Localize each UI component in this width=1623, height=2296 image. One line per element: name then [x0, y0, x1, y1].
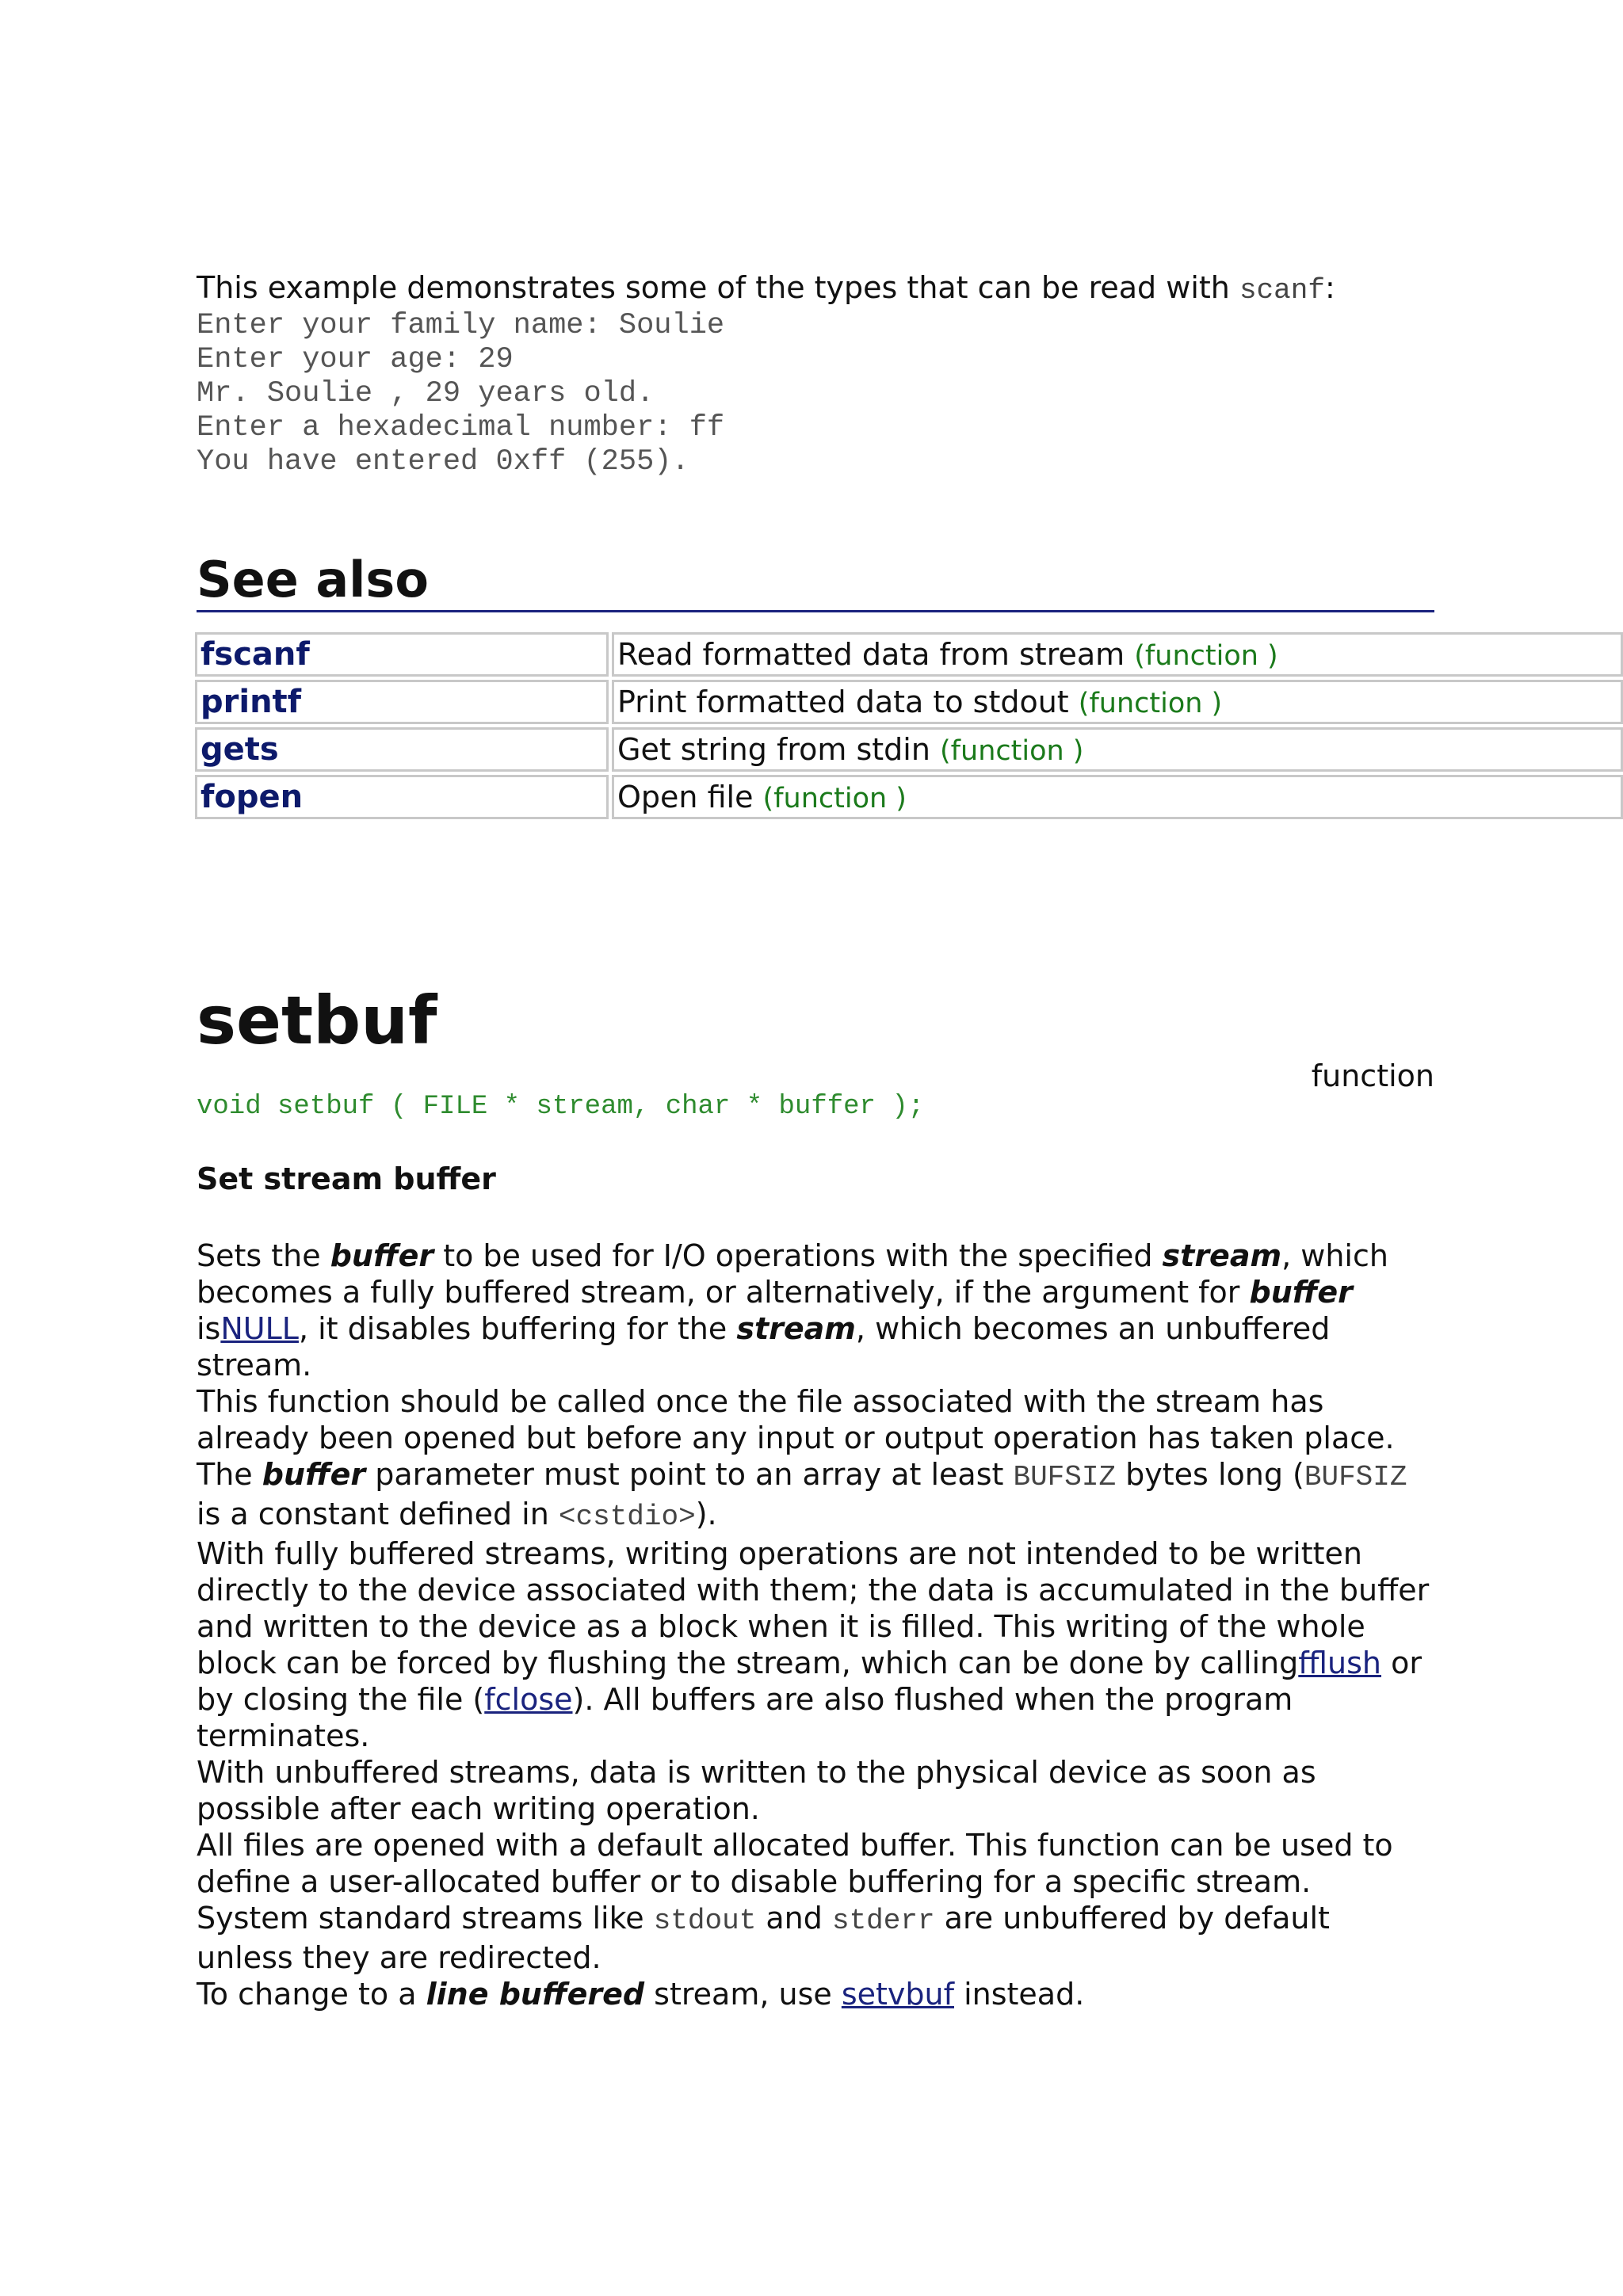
fflush-link[interactable]: fflush — [1298, 1646, 1381, 1680]
see-also-link-gets[interactable]: gets — [195, 727, 609, 772]
row-description: Get string from stdin — [617, 732, 930, 767]
setvbuf-link[interactable]: setvbuf — [841, 1977, 954, 2012]
emphasis: line buffered — [426, 1977, 645, 2012]
description-paragraph — [197, 1238, 1434, 1383]
param-buffer: buffer — [262, 1457, 366, 1492]
row-description: Print formatted data to stdout — [617, 685, 1069, 719]
row-kind: (function ) — [940, 735, 1084, 767]
text: is a constant defined in — [197, 1497, 559, 1531]
inline-code: stdout — [653, 1905, 757, 1937]
description-paragraph: This function should be called once the file associated with the stream has already been opened but before any input or output operation has taken place. — [197, 1384, 1395, 1455]
text: Sets the — [197, 1238, 330, 1273]
param-stream: stream — [1162, 1238, 1282, 1273]
intro-colon: : — [1324, 270, 1335, 305]
text: and — [756, 1901, 832, 1936]
table-row — [195, 632, 1623, 677]
table-row — [195, 775, 1623, 819]
null-link[interactable]: NULL — [220, 1311, 299, 1346]
param-buffer: buffer — [1249, 1275, 1353, 1310]
row-description: Read formatted data from stream — [617, 637, 1125, 672]
see-also-link-printf[interactable]: printf — [195, 680, 609, 724]
param-stream: stream — [736, 1311, 856, 1346]
description-paragraph: All files are opened with a default allocated buffer. This function can be used to define a user-allocated buffer or to disable buffering for a specific stream. — [197, 1828, 1393, 1899]
output-line: Enter your age: 29 — [197, 343, 514, 376]
text: , which becomes an unbuffered stream. — [197, 1311, 1331, 1383]
text: to be used for I/O operations with the specified — [433, 1238, 1163, 1273]
text: bytes long ( — [1116, 1457, 1304, 1492]
description-paragraph: With unbuffered streams, data is written to the physical device as soon as possible after each writing operation. — [197, 1755, 1316, 1826]
text: ). All buffers are also flushed when the program terminates. — [197, 1682, 1293, 1753]
inline-code: <cstdio> — [558, 1501, 696, 1533]
inline-code: stderr — [831, 1905, 935, 1937]
see-also-heading: See also — [197, 550, 1434, 612]
text: The — [197, 1457, 262, 1492]
row-description: Open file — [617, 780, 754, 814]
see-also-description — [612, 632, 1623, 677]
description-paragraph — [197, 1976, 1434, 2012]
intro-code: scanf — [1239, 274, 1325, 307]
fclose-link[interactable]: fclose — [484, 1682, 573, 1717]
description-paragraph — [197, 1456, 1434, 1535]
text: To change to a — [197, 1977, 426, 2012]
inline-code: BUFSIZ — [1304, 1461, 1407, 1493]
row-kind: (function ) — [1134, 640, 1278, 672]
see-also-description — [612, 680, 1623, 724]
example-output — [197, 309, 724, 479]
output-line: Enter a hexadecimal number: ff — [197, 411, 725, 444]
see-also-description — [612, 727, 1623, 772]
row-kind: (function ) — [1078, 688, 1223, 719]
table-row — [195, 727, 1623, 772]
intro-text: This example demonstrates some of the types that can be read with — [197, 270, 1239, 305]
text: , it disables buffering for the — [298, 1311, 737, 1346]
text: or by closing the file ( — [197, 1646, 1422, 1717]
description-paragraph — [197, 1900, 1434, 1976]
output-line: Mr. Soulie , 29 years old. — [197, 377, 655, 410]
text: instead. — [954, 1977, 1085, 2012]
text: is — [197, 1311, 221, 1346]
function-summary: Set stream buffer — [197, 1161, 496, 1196]
see-also-link-fopen[interactable]: fopen — [195, 775, 609, 819]
see-also-link-fscanf[interactable]: fscanf — [195, 632, 609, 677]
param-buffer: buffer — [330, 1238, 434, 1273]
text: ). — [695, 1497, 717, 1531]
see-also-table — [192, 629, 1623, 822]
function-category: function — [1311, 1058, 1434, 1093]
text: , which becomes a fully buffered stream, or alternatively, if the argument for — [197, 1238, 1388, 1310]
output-line: You have entered 0xff (255). — [197, 445, 689, 479]
text: parameter must point to an array at least — [365, 1457, 1014, 1492]
output-line: Enter your family name: Soulie — [197, 309, 725, 342]
description-paragraph — [197, 1535, 1434, 1754]
inline-code: BUFSIZ — [1013, 1461, 1117, 1493]
example-intro — [197, 269, 1335, 309]
text: System standard streams like — [197, 1901, 654, 1936]
text: With fully buffered streams, writing operations are not intended to be written directly to the device associated with them; the data is accumulated in the buffer and written to the device as a block when it is filled. This writing of the whole block can be forced by flushing the stream, which can be done by calling — [197, 1536, 1430, 1680]
text: are unbuffered by default unless they are redirected. — [197, 1901, 1330, 1975]
text: stream, use — [644, 1977, 842, 2012]
row-kind: (function ) — [762, 783, 907, 814]
function-prototype: void setbuf ( FILE * stream, char * buffer ); — [197, 1092, 925, 1122]
function-title: setbuf — [197, 982, 437, 1059]
see-also-description — [612, 775, 1623, 819]
function-description — [197, 1238, 1434, 2012]
table-row — [195, 680, 1623, 724]
